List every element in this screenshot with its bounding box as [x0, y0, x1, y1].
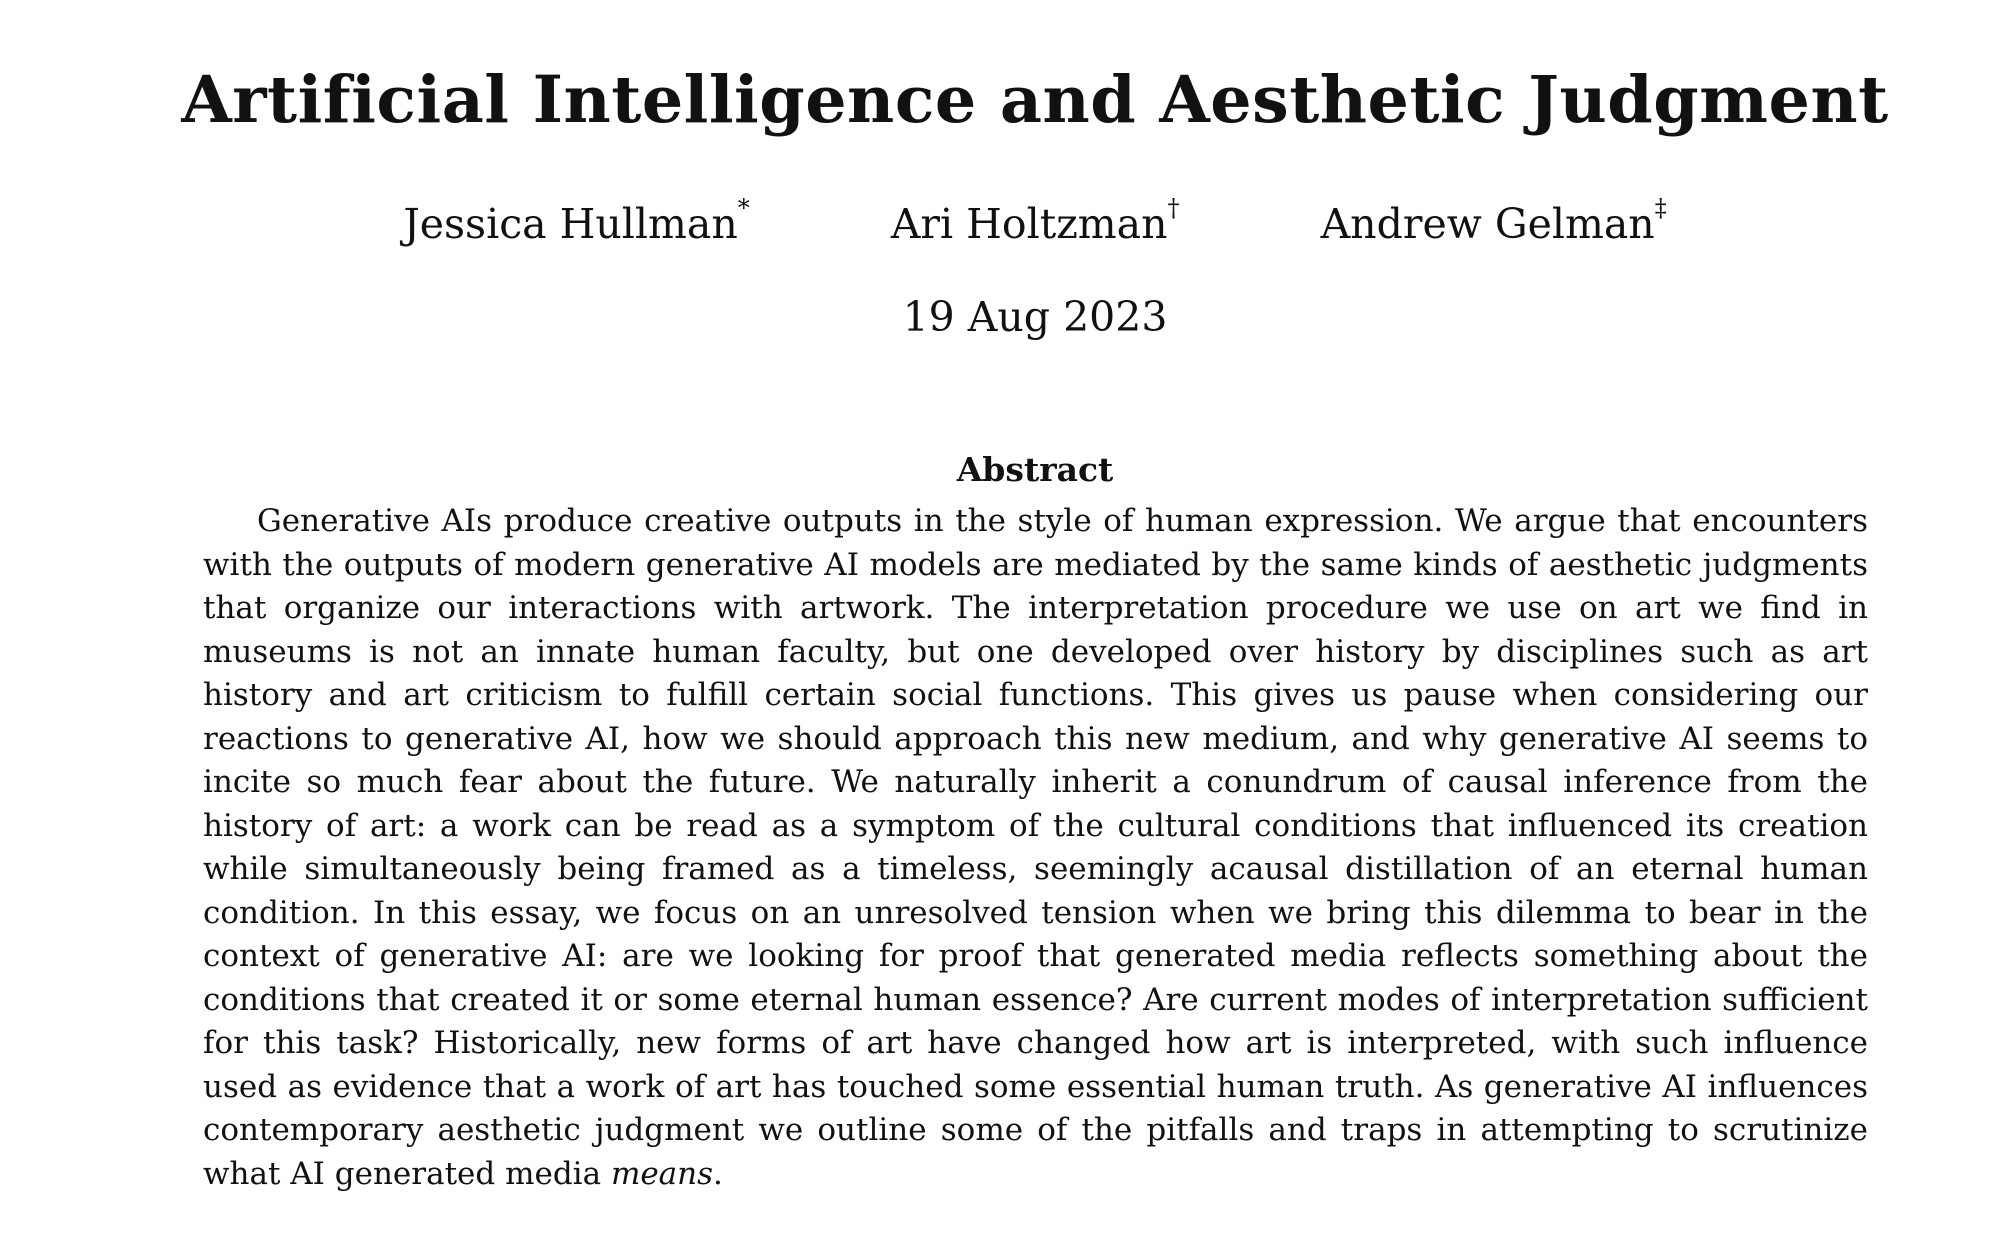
author-footnote-mark: †: [1167, 194, 1180, 222]
author-name: Ari Holtzman: [890, 200, 1168, 248]
author-name: Andrew Gelman: [1320, 200, 1655, 248]
author-name: Jessica Hullman: [403, 200, 738, 248]
author-footnote-mark: ‡: [1654, 194, 1667, 222]
author-2: [890, 194, 1180, 248]
abstract-body: [203, 500, 1868, 1196]
abstract-final-punct: .: [713, 1155, 723, 1192]
author-1: [403, 194, 750, 248]
abstract-heading: Abstract: [956, 450, 1114, 489]
paper-title: Artificial Intelligence and Aesthetic Judgment: [181, 62, 1889, 138]
author-footnote-mark: *: [737, 194, 750, 222]
abstract-text: Generative AIs produce creative outputs in the style of human expression. We argue that encounters with the outputs of modern generative AI models are mediated by the same kinds of aesthetic judgments that organize our interactions with artwork. The interpretation procedure we use on art we find in museums is not an innate human faculty, but one developed over history by disciplines such as art history and art criticism to fulfill certain social functions. This gives us pause when considering our reactions to generative AI, how we should approach this new medium, and why generative AI seems to incite so much fear about the future. We naturally inherit a conundrum of causal inference from the history of art: a work can be read as a symptom of the cultural conditions that influenced its creation while simultaneously being framed as a timeless, seemingly acausal distillation of an eternal human condition. In this essay, we focus on an unresolved tension when we bring this dilemma to bear in the context of generative AI: are we looking for proof that generated media reflects something about the conditions that created it or some eternal human essence? Are current modes of interpretation sufficient for this task? Historically, new forms of art have changed how art is interpreted, with such influence used as evidence that a work of art has touched some essential human truth. As generative AI influences contemporary aesthetic judgment we outline some of the pitfalls and traps in attempting to scrutinize what AI generated media: [203, 503, 1868, 1192]
abstract-emphasis: means: [610, 1155, 714, 1192]
publication-date: 19 Aug 2023: [902, 293, 1168, 341]
author-3: [1320, 194, 1667, 248]
author-list: [0, 194, 2000, 248]
